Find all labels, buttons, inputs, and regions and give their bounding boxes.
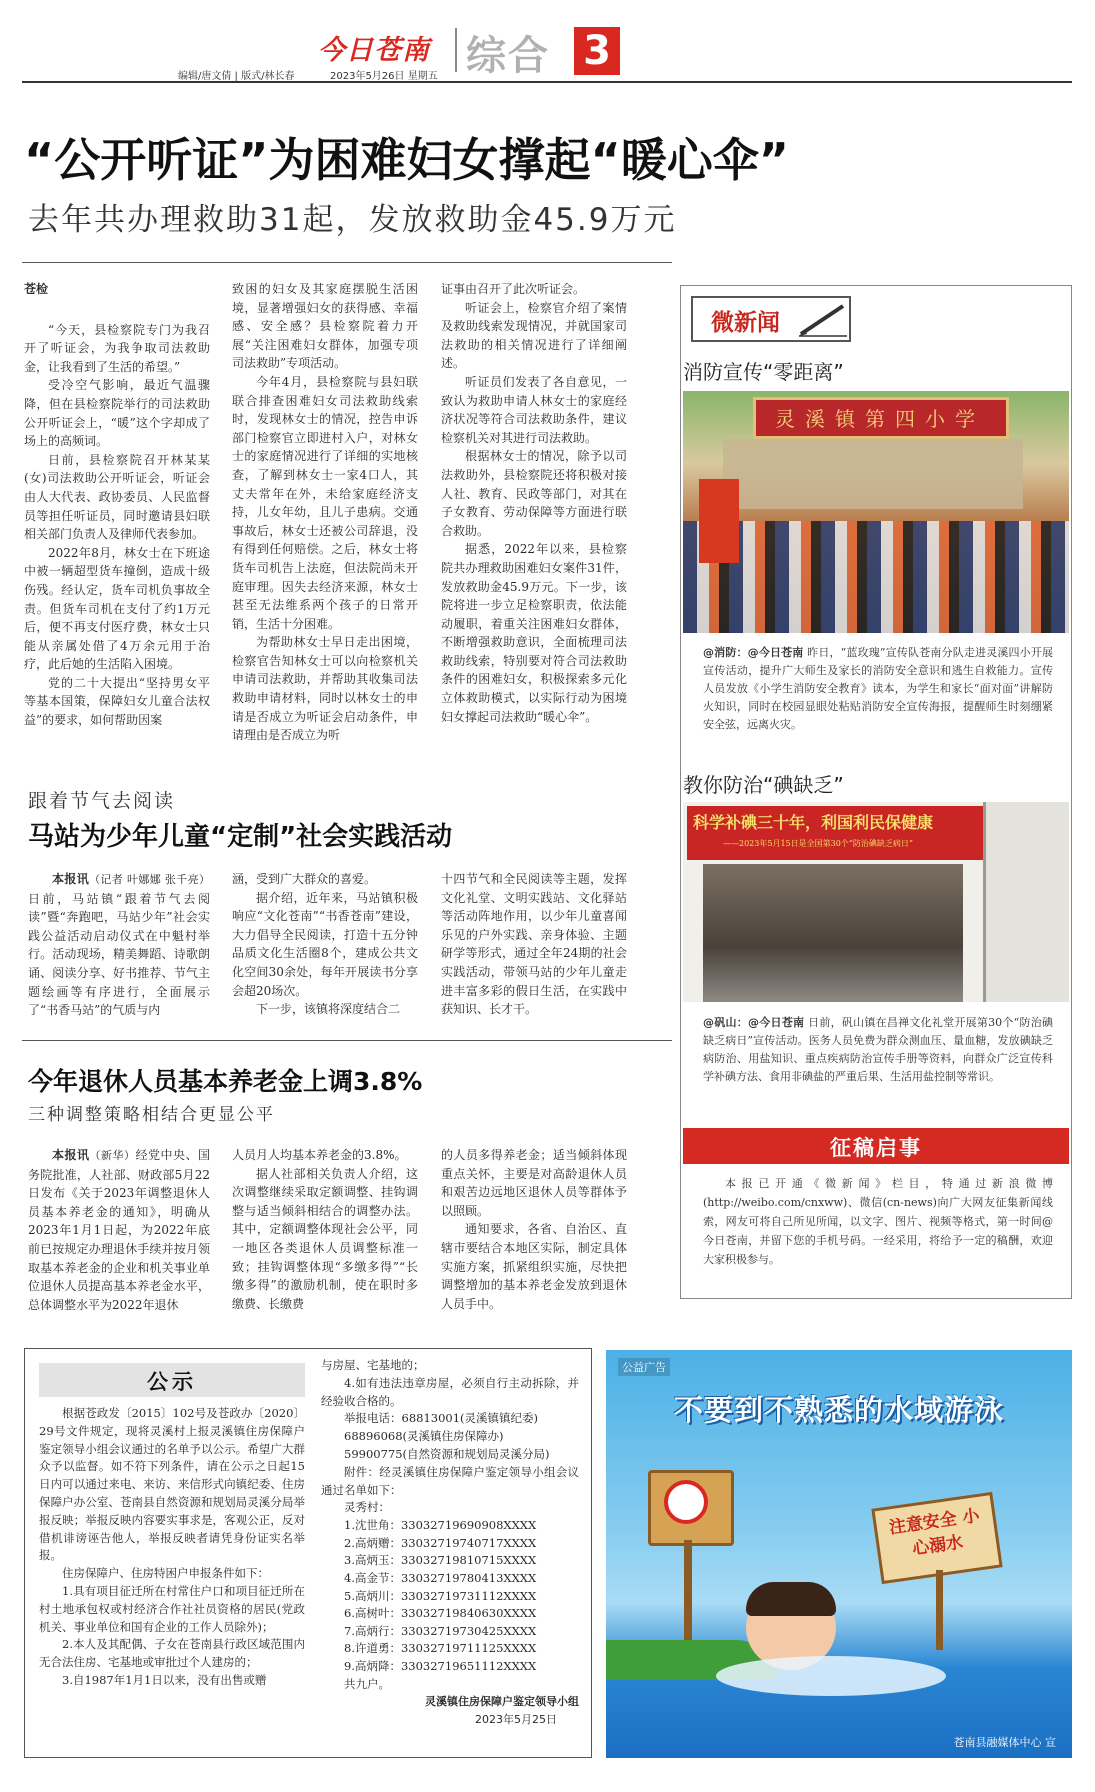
call-for-submissions-title: 征稿启事 xyxy=(830,1136,922,1160)
paragraph: 致困的妇女及其家庭摆脱生活困境，显著增强妇女的获得感、幸福感、安全感？县检察院着力开展“关注困难妇女群体，加强专项司法救助”专项活动。 xyxy=(232,282,418,371)
school-gate-banner-text: 灵溪镇第四小学 xyxy=(775,407,985,431)
sidebar-item2-caption xyxy=(703,1014,1053,1086)
caption-text: 昨日，“蓝玫瑰”宣传队苍南分队走进灵溪四小开展宣传活动，提升广大师生及家长的消防安全意识和逃生自救能力。宣传人员发放《小学生消防安全教育》读本，为学生和家长“面对面”讲解防火知识，同时在校园显眼处粘贴消防安全宣传海报，提醒师生时刻绷紧安全弦，远离火灾。 xyxy=(703,646,1054,731)
lead-subhead: 去年共办理救助31起，发放救助金45.9万元 xyxy=(28,202,677,238)
story3-column-3 xyxy=(441,1146,627,1313)
notice-column-1 xyxy=(39,1405,305,1690)
story2-byline-note: （记者 叶娜娜 张千亮） xyxy=(89,873,210,886)
paragraph: 据悉，2022年以来，县检察院共办理救助困难妇女案件31件，发放救助金45.9万元。下一步，该院将进一步立足检察职责，依法能动履职，着重关注困难妇女群体，不断增强救助意识，全面梳理司法救助线索，特别要对符合司法救助条件的困难妇女，积极探索多元化立体救助模式，以实际行动为困境妇女撑起司法救助“暖心伞”。 xyxy=(441,542,627,724)
paragraph: 的人员多得养老金；适当倾斜体现重点关怀，主要是对高龄退休人员和艰苦边远地区退休人员等群体予以照顾。 xyxy=(441,1148,627,1218)
paragraph: 下一步，该镇将深度结合二 xyxy=(256,1002,401,1017)
story2-headline: 马站为少年儿童“定制”社会实践活动 xyxy=(28,822,453,852)
paragraph: 日前，县检察院召开林某某(女)司法救助公开听证会，听证会由人大代表、政协委员、人民监督员等担任听证员，同时邀请县妇联相关部门负责人及律师代表参加。 xyxy=(24,452,210,542)
ad-title: 不要到不熟悉的水域游泳 xyxy=(673,1393,1004,1427)
paragraph: 与房屋、宅基地的； xyxy=(321,1358,425,1372)
caution-sign-post xyxy=(936,1570,943,1650)
sidebar-item1-photo xyxy=(683,391,1069,633)
sidebar-badge-label: 微新闻 xyxy=(711,310,780,336)
masthead-editor-line: 编辑/唐文倩 | 版式/林长春 xyxy=(178,71,295,82)
story2-column-1 xyxy=(28,870,210,1020)
water-splash xyxy=(716,1656,946,1696)
room-interior xyxy=(703,864,963,1002)
sidebar-box xyxy=(680,285,1072,1299)
village-label: 灵秀村： xyxy=(344,1500,390,1515)
paragraph: 涵，受到广大群众的喜爱。 xyxy=(232,872,377,886)
masthead xyxy=(0,0,1095,84)
story2-rule xyxy=(22,1040,672,1041)
notice-total: 共九户。 xyxy=(344,1676,390,1691)
sidebar-item1-caption xyxy=(703,644,1053,734)
story3-column-2 xyxy=(232,1146,418,1313)
pen-icon xyxy=(797,302,849,338)
red-poster xyxy=(699,479,739,563)
masthead-rule xyxy=(22,81,1072,83)
story3-byline: 本报讯 xyxy=(52,1148,90,1162)
notice-title: 公示 xyxy=(147,1370,197,1394)
notice-box xyxy=(24,1348,592,1758)
lead-rule xyxy=(22,262,672,263)
story2-text: 日前，马站镇“跟着节气去阅读”暨“奔跑吧，马站少年”社会实践公益活动启动仪式在中魁村举行。活动现场，精美舞蹈、诗歌朗诵、阅读分享、好书推荐、节气主题绘画等有序进行，全面展示了“书香马站”的气质与内 xyxy=(28,891,210,1018)
paragraph: 党的二十大提出“坚持男女平等基本国策，保障妇女儿童合法权益”的要求，如何帮助因案 xyxy=(24,675,210,728)
health-banner-text: 科学补碘三十年，利国利民保健康 xyxy=(693,813,934,832)
paragraph: 根据林女士的情况，除予以司法救助外，县检察院还将积极对接人社、教育、民政等部门，对其在子女教育、劳动保障等方面进行联合救助。 xyxy=(441,449,627,538)
caution-sign-text: 注意安全 小心溺水 xyxy=(887,1505,981,1560)
paragraph: 根据苍政发〔2015〕102号及苍政办〔2020〕29号文件规定，现将灵溪村上报灵溪镇住房保障户鉴定领导小组会议通过的名单予以公示。希望广大群众予以监督。如不符下列条件，请在公示之日起15日内可以通过来电、来访、来信形式向镇纪委、住房保障户办公室、苍南县自然资源和规划局灵溪分局举报反映；举报反映内容要实事求是，客观公正，反对借机诽谤诬告他人，举报反映者请凭身份证实名举报。 xyxy=(39,1406,305,1563)
list-item: 5.高炳川：33032719731112XXXX xyxy=(344,1588,537,1603)
paragraph: 为帮助林女士早日走出困境，检察官告知林女士可以向检察机关申请司法救助，并帮助其收集司法救助申请材料，同时以林女士的申请是否成立为听证会启动条件，申请理由是否成立为听 xyxy=(232,635,418,743)
story3-subhead: 三种调整策略相结合更显公平 xyxy=(28,1105,275,1125)
notice-column-2 xyxy=(321,1357,579,1729)
list-item: 3.高炳玉：33032719810715XXXX xyxy=(344,1553,537,1568)
story2-column-3 xyxy=(441,870,627,1019)
masthead-divider xyxy=(455,28,457,72)
masthead-section: 综合 xyxy=(466,33,550,79)
caption-text: 日前，矾山镇在昌禅文化礼堂开展第30个“防治碘缺乏病日”宣传活动。医务人员免费为群众测血压、量血糖，发放碘缺乏病防治、用盐知识、重点疾病防治宣传手册等资料，向群众广泛宣传科学补碘方法、食用非碘盐的严重后果、生活用盐控制等常识。 xyxy=(703,1016,1054,1083)
sidebar-badge xyxy=(691,296,851,342)
story2-column-2 xyxy=(232,870,418,1019)
paragraph: 受冷空气影响，最近气温骤降，但在县检察院举行的司法救助公开听证会上，“暖”这个字却成了场上的高频词。 xyxy=(24,378,210,449)
story3-byline-note: （新华） xyxy=(89,1149,136,1162)
public-ad xyxy=(606,1350,1072,1758)
phone-line: 68896068(灵溪镇住房保障办) xyxy=(344,1429,504,1444)
story2-byline: 本报讯 xyxy=(52,872,90,886)
masthead-logo: 今日苍南 xyxy=(318,35,430,66)
health-banner-subtext: ——2023年5月15日是全国第30个“防治碘缺乏病日” xyxy=(723,839,913,848)
paragraph: 证事由召开了此次听证会。 xyxy=(441,282,586,296)
paragraph: 据人社部相关负责人介绍，这次调整继续采取定额调整、挂钩调整与适当倾斜相结合的调整办法。其中，定额调整体现社会公平，同一地区各类退休人员调整标准一致；挂钩调整体现“多缴多得”“长缴多得”的激励机制，使在职时多缴费、长缴费 xyxy=(232,1166,418,1311)
list-item: 2.高炳赠：33032719740717XXXX xyxy=(344,1535,537,1550)
call-for-submissions-text: 本报已开通《微新闻》栏目，特通过新浪微博(http://weibo.com/cnxww)、微信(cn-news)向广大网友征集新闻线索，网友可将自己所见所闻，以文字、图片、视频等格式，第一时间@今日苍南，并留下您的手机号码。一经采用，将给予一定的稿酬，欢迎大家积极参与。 xyxy=(703,1177,1053,1266)
paragraph: 人员月人均基本养老金的3.8%。 xyxy=(232,1148,407,1162)
paragraph: 今年4月，县检察院与县妇联联合排查困难妇女司法救助线索时，发现林女士的情况，控告申诉部门检察官立即进村入户，对林女士的家庭情况进行了详细的实地核查，了解到林女士一家4口人，其丈夫常年在外，未给家庭经济支持，儿女年幼，且儿子患病。交通事故后，林女士还被公司辞退，没有得到任何赔偿。之后，林女士将货车司机告上法庭，但法院尚未开庭审理。因失去经济来源，林女士甚至无法维系两个孩子的日常开销，生活十分困难。 xyxy=(232,374,418,631)
ad-tag: 公益广告 xyxy=(618,1358,670,1376)
caption-tag: @矾山：@今日苍南 xyxy=(703,1016,805,1029)
attachment-line: 附件：经灵溪镇住房保障户鉴定领导小组会议通过名单如下： xyxy=(321,1464,579,1497)
paragraph: 十四节气和全民阅读等主题，发挥文化礼堂、文明实践站、文化驿站等活动阵地作用，以少年儿童喜闻乐见的户外实践、亲身体验、主题研学等形式，通过全年24期的社会实践活动，带领马站的少年儿童走进丰富多彩的假日生活，在实践中获知识、长才干。 xyxy=(441,872,627,1017)
child-hair xyxy=(746,1582,836,1616)
list-item: 6.高树叶：33032719840630XXXX xyxy=(344,1606,537,1621)
list-item: 7.高炳行：33032719730425XXXX xyxy=(344,1623,537,1638)
paragraph: 2.本人及其配偶、子女在苍南县行政区域范围内无合法住房、宅基地或审批过个人建房的； xyxy=(39,1637,305,1670)
lead-column-2 xyxy=(232,280,418,745)
masthead-page-number: 3 xyxy=(574,27,620,75)
masthead-date-line: 2023年5月26日 星期五 xyxy=(330,71,438,82)
phone-line: 举报电话：68813001(灵溪镇镇纪委) xyxy=(344,1411,539,1426)
lead-headline: “公开听证”为困难妇女撑起“暖心伞” xyxy=(24,133,789,187)
lead-byline: 苍检 xyxy=(24,282,49,296)
notice-signature: 灵溪镇住房保障户鉴定领导小组 xyxy=(425,1695,579,1709)
crowd xyxy=(683,521,1069,633)
paragraph: 通知要求，各省、自治区、直辖市要结合本地区实际，制定具体实施方案，抓紧组织实施，尽快把调整增加的基本养老金发放到退休人员手中。 xyxy=(441,1222,627,1311)
paragraph: 4.如有违法违章房屋，必须自行主动拆除，并经验收合格的。 xyxy=(321,1375,579,1408)
story3-column-1 xyxy=(28,1146,210,1314)
lead-column-3 xyxy=(441,280,627,726)
phone-line: 59900775(自然资源和规划局灵溪分局) xyxy=(344,1446,550,1461)
paragraph: 听证员们发表了各自意见，一致认为救助申请人林女士的家庭经济状况等符合司法救助条件，建议检察机关对其进行司法救助。 xyxy=(441,374,627,445)
paragraph: 听证会上，检察官介绍了案情及救助线索发现情况，并就国家司法救助的相关情况进行了详细阐述。 xyxy=(441,300,627,371)
sidebar-item2-title: 教你防治“碘缺乏” xyxy=(683,773,844,797)
notice-signature-date: 2023年5月25日 xyxy=(475,1713,557,1727)
story3-headline: 今年退休人员基本养老金上调3.8% xyxy=(28,1067,423,1096)
paragraph: 3.自1987年1月1日以来，没有出售或赠 xyxy=(62,1672,267,1687)
ad-footer: 苍南县融媒体中心 宣 xyxy=(953,1736,1056,1749)
paragraph xyxy=(28,870,210,1020)
lead-column-1 xyxy=(24,280,210,730)
story2-kicker: 跟着节气去阅读 xyxy=(28,790,176,812)
doorway xyxy=(983,802,1069,1002)
list-item: 4.高金节：33032719780413XXXX xyxy=(344,1570,537,1585)
no-swimming-icon xyxy=(664,1480,708,1524)
story3-text: 经党中央、国务院批准，人社部、财政部5月22日发布《关于2023年调整退休人员基本养老金的通知》，明确从2023年1月1日起，为2022年底前已按规定办理退休手续并按月领取基本养老金的企业和机关事业单位退休人员提高基本养老金水平，总体调整水平为2022年退休 xyxy=(28,1148,210,1312)
list-item: 1.沈世角：33032719690908XXXX xyxy=(344,1518,537,1533)
paragraph: 1.具有项目征迁所在村常住户口和项目征迁所在村土地承包权或村经济合作社社员资格的居民(党政机关、事业单位和国有企业的工作人员除外)； xyxy=(39,1583,305,1634)
school-building xyxy=(723,439,1023,509)
caption-tag: @消防：@今日苍南 xyxy=(703,646,804,659)
list-item: 8.许道勇：33032719711125XXXX xyxy=(344,1641,537,1656)
paragraph: 住房保障户、住房特困户申报条件如下： xyxy=(62,1566,269,1581)
paragraph xyxy=(28,1146,210,1314)
list-item: 9.高炳降：33032719651112XXXX xyxy=(344,1658,537,1673)
sidebar-item1-title: 消防宣传“零距离” xyxy=(683,360,844,384)
paragraph: “今天，县检察院专门为我召开了听证会，为我争取司法救助金，让我看到了生活的希望。” xyxy=(24,322,210,374)
paragraph: 据介绍，近年来，马站镇积极响应“文化苍南”“书香苍南”建设，大力倡导全民阅读，打造十五分钟品质文化生活圈8个，建成公共文化空间30余处，每年开展读书分享会超20场次。 xyxy=(232,890,418,998)
sidebar-item2-photo xyxy=(683,802,1069,1002)
paragraph: 2022年8月，林女士在下班途中被一辆超型货车撞倒，造成十级伤残。经认定，货车司机负事故全责。但货车司机在支付了约1万元后，便不再支付医疗费，林女士只能从亲属处借了4万余元用于治疗，此后她的生活陷入困境。 xyxy=(24,545,210,672)
